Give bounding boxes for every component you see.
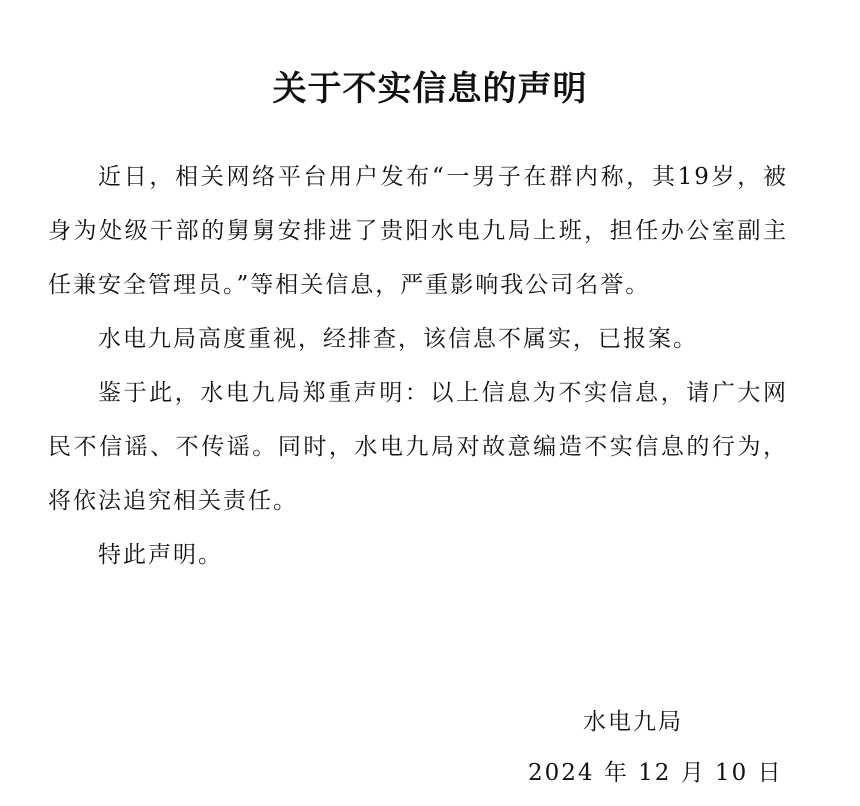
document-body [48,150,788,582]
paragraph-investigation-result: 水电九局高度重视，经排查，该信息不属实，已报案。 [98,326,698,352]
document-title: 关于不实信息的声明 [272,68,588,109]
signature-organization: 水电九局 [583,709,683,735]
signature-date: 2024 年 12 月 10 日 [528,760,783,786]
paragraph-rumor-description: 近日，相关网络平台用户发布“一男子在群内称，其19岁，被身为处级干部的舅舅安排进了贵阳水电九局上班，担任办公室副主任兼安全管理员。”等相关信息，严重影响我公司名誉。 [48,164,788,298]
paragraph-formal-statement: 鉴于此，水电九局郑重声明：以上信息为不实信息，请广大网民不信谣、不传谣。同时，水电九局对故意编造不实信息的行为，将依法追究相关责任。 [48,380,788,514]
paragraph-closing: 特此声明。 [98,542,223,568]
